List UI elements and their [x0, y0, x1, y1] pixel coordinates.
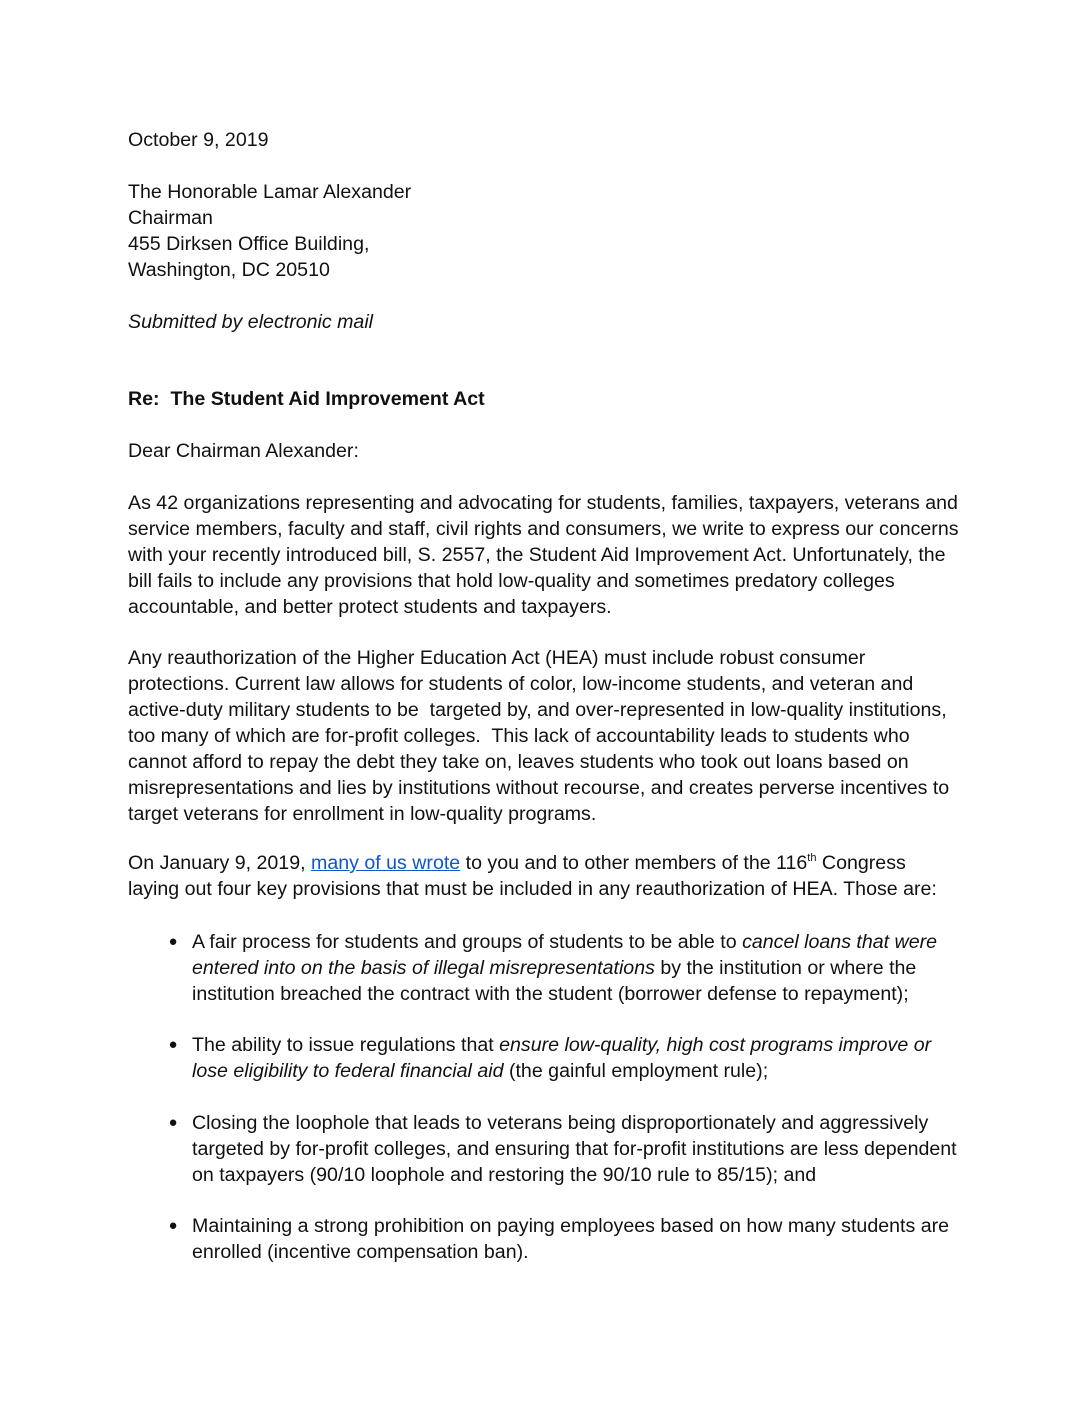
- paragraph-concerns: As 42 organizations representing and advocating for students, families, taxpayers, veterans and service members, faculty and staff, civil rights and consumers, we write to express our concerns with your recently introduced bill, S. 2557, the Student Aid Improvement Act. Unfortunately, the bill fails to include any provisions that hold low-quality and sometimes predatory colleges accountable, and better protect students and taxpayers.: [128, 492, 959, 618]
- previous-letter-link[interactable]: many of us wrote: [311, 852, 461, 874]
- submission-note: Submitted by electronic mail: [128, 311, 374, 333]
- paragraph-previous-letter: On January 9, 2019, many of us wrote to you and to other members of the 116th Congress laying out four key provisions that must be included in any reauthorization of HEA. Those are:: [128, 852, 937, 900]
- paragraph-hea-protections: Any reauthorization of the Higher Education Act (HEA) must include robust consumer protections. Current law allows for students of color, low-income students, and veteran and active-duty military students to be targeted by, and over-represented in low-quality institutions, too many of which are for-profit colleges. This lack of accountability leads to students who cannot afford to repay the debt they take on, leaves students who took out loans based on misrepresentations and lies by institutions without recourse, and creates perverse incentives to target veterans for enrollment in low-quality programs.: [128, 647, 950, 825]
- recipient-address-line2: Washington, DC 20510: [128, 259, 330, 281]
- ordinal-superscript: th: [807, 852, 817, 864]
- recipient-address-block: [128, 179, 978, 283]
- bullet-marker: ●: [168, 933, 178, 950]
- recipient-title: Chairman: [128, 207, 213, 229]
- salutation: Dear Chairman Alexander:: [128, 440, 359, 462]
- letter-date: October 9, 2019: [128, 129, 269, 151]
- recipient-name: The Honorable Lamar Alexander: [128, 181, 412, 203]
- bullet-marker: ●: [168, 1217, 178, 1234]
- letter-page: October 9, 2019 The Honorable Lamar Alexander Chairman 455 Dirksen Office Building, Washington, DC 20510 Submitted by electronic mail Re: The Student Aid Improvement Act Dear Chairman Alexander: As 42 organizations representing and advocating for students, families, taxpayers, veterans and service members, faculty and staff, civil rights and consumers, we write to express our concerns with your recently introduced bill, S. 2557, the Student Aid Improvement Act. Unfortunately, the bill fails to include any provisions that hold low-quality and sometimes predatory colleges accountable, and better protect students and taxpayers. Any reauthorization of the Higher Education Act (HEA) must include robust consumer protections. Current law allows for students of color, low-income students, and veteran and active-duty military students to be targeted by, and over-represented in low-quality institutions, too many of which are for-profit colleges. This lack of accountability leads to students who cannot afford to repay the debt they take on, leaves students who took out loans based on misrepresentations and lies by institutions without recourse, and creates perverse incentives to target veterans for enrollment in low-quality programs. On January 9, 2019, many of us wrote to you and to other members of the 116th Congress laying out four key provisions that must be included in any reauthorization of HEA. Those are: ● A fair process for students and groups of students to be able to cancel loans that were entered into on the basis of illegal misrepresentations by the institution or where the institution breached the contract with the student (borrower defense to repayment); ● The ability to issue regulations that ensure low-quality, high cost programs improve or lose eligibility to federal financial aid (the gainful employment rule); ● Closing the loophole that leads to veterans being disproportionately and aggressively targeted by for-profit colleges, and ensuring that for-profit institutions are less dependent on taxpayers (90/10 loophole and restoring the 90/10 rule to 85/15); and ● Maintaining a strong prohibition on paying employees based on how many students are enrolled (incentive compensation ban).: [0, 0, 1088, 1408]
- subject-line: Re: The Student Aid Improvement Act: [128, 388, 485, 410]
- bullet-marker: ●: [168, 1114, 178, 1131]
- bullet-marker: ●: [168, 1036, 178, 1053]
- recipient-address-line1: 455 Dirksen Office Building,: [128, 233, 370, 255]
